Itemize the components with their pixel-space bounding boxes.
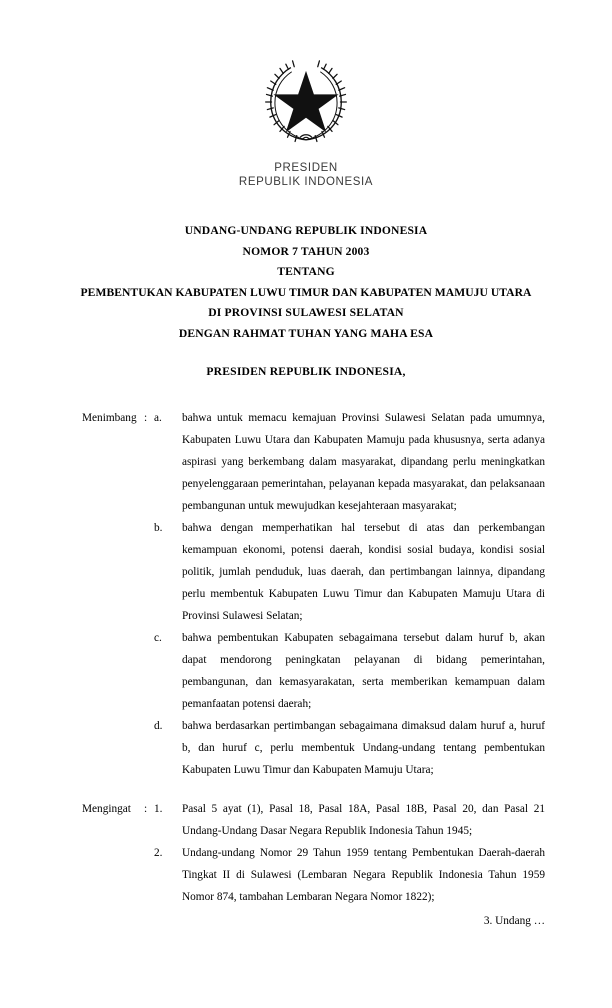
title-line-subject: PEMBENTUKAN KABUPATEN LUWU TIMUR DAN KABUPATEN MAMUJU UTARA [80, 285, 532, 299]
title-line-province: DI PROVINSI SULAWESI SELATAN [208, 306, 404, 319]
mengingat-colon: : [144, 803, 148, 815]
clause-marker: b. [154, 522, 163, 534]
garuda-star-wreath-emblem [264, 60, 348, 144]
title-line-law-type: UNDANG-UNDANG REPUBLIK INDONESIA [184, 224, 428, 237]
clause-row [0, 798, 612, 842]
clause-marker: a. [154, 412, 162, 424]
clause-row [0, 715, 612, 781]
clause-text: Pasal 5 ayat (1), Pasal 18, Pasal 18A, Pasal 18B, Pasal 20, dan Pasal 21 Undang-Undang Dasar Negara Republik Indonesia Tahun 1945; [182, 803, 545, 837]
mengingat-label: Mengingat [82, 803, 131, 815]
clause-text: Undang-undang Nomor 29 Tahun 1959 tentang Pembentukan Daerah-daerah Tingkat II di Sulawesi (Lembaran Negara Republik Indonesia Tahun 1959 Nomor 874, tambahan Lembaran Negara Nomor 1822); [182, 847, 545, 903]
clause-row [0, 627, 612, 715]
clauses-container [0, 407, 612, 932]
menimbang-colon: : [144, 412, 148, 424]
clause-marker: 1. [154, 803, 163, 815]
clause-row [0, 517, 612, 627]
clause-marker: d. [154, 720, 163, 732]
menimbang-label: Menimbang [82, 412, 137, 424]
signatory-heading: PRESIDEN REPUBLIK INDONESIA, [206, 365, 406, 378]
clause-marker: c. [154, 632, 162, 644]
clause-text: bahwa dengan memperhatikan hal tersebut di atas dan perkembangan kemampuan ekonomi, potensi daerah, kondisi sosial budaya, kondisi sosial politik, jumlah penduduk, luas daerah, dan pertimbangan lainnya, dipandang perlu membentuk Kabupaten Luwu Timur dan Kabupaten Mamuju Utara di Provinsi Sulawesi Selatan; [182, 522, 545, 622]
emblem-caption-line-1: PRESIDEN [274, 162, 338, 174]
clause-row [0, 407, 612, 517]
emblem-block [0, 60, 612, 189]
clause-text: bahwa untuk memacu kemajuan Provinsi Sulawesi Selatan pada umumnya, Kabupaten Luwu Utara dan Kabupaten Mamuju pada khususnya, serta adanya aspirasi yang berkembang dalam masyarakat, dipandang perlu meningkatkan penyelenggaraan pemerintahan, pelayanan kepada masyarakat, dan pelaksanaan pembangunan untuk mewujudkan kesejahteraan masyarakat; [182, 412, 545, 512]
document-title-block [36, 221, 576, 344]
title-line-invocation: DENGAN RAHMAT TUHAN YANG MAHA ESA [178, 326, 434, 340]
emblem-caption-line-2: REPUBLIK INDONESIA [238, 176, 374, 188]
clause-text: bahwa berdasarkan pertimbangan sebagaimana dimaksud dalam huruf a, huruf b, dan huruf c, perlu membentuk Undang-undang tentang pembentukan Kabupaten Luwu Timur dan Kabupaten Mamuju Utara; [182, 720, 545, 776]
emblem-caption [0, 161, 612, 189]
clause-marker: 2. [154, 847, 163, 859]
clause-text: bahwa pembentukan Kabupaten sebagaimana tersebut dalam huruf b, akan dapat mendorong peningkatan pelayanan di bidang pemerintahan, pembangunan, dan kemasyarakatan, serta memberikan kemampuan dalam pemanfaatan potensi daerah; [182, 632, 545, 710]
section-mengingat [0, 798, 612, 932]
section-menimbang [0, 407, 612, 781]
clause-row [0, 842, 612, 908]
title-line-tentang: TENTANG [277, 265, 335, 278]
page-catchword: 3. Undang … [483, 915, 545, 927]
title-line-number: NOMOR 7 TAHUN 2003 [242, 244, 370, 258]
